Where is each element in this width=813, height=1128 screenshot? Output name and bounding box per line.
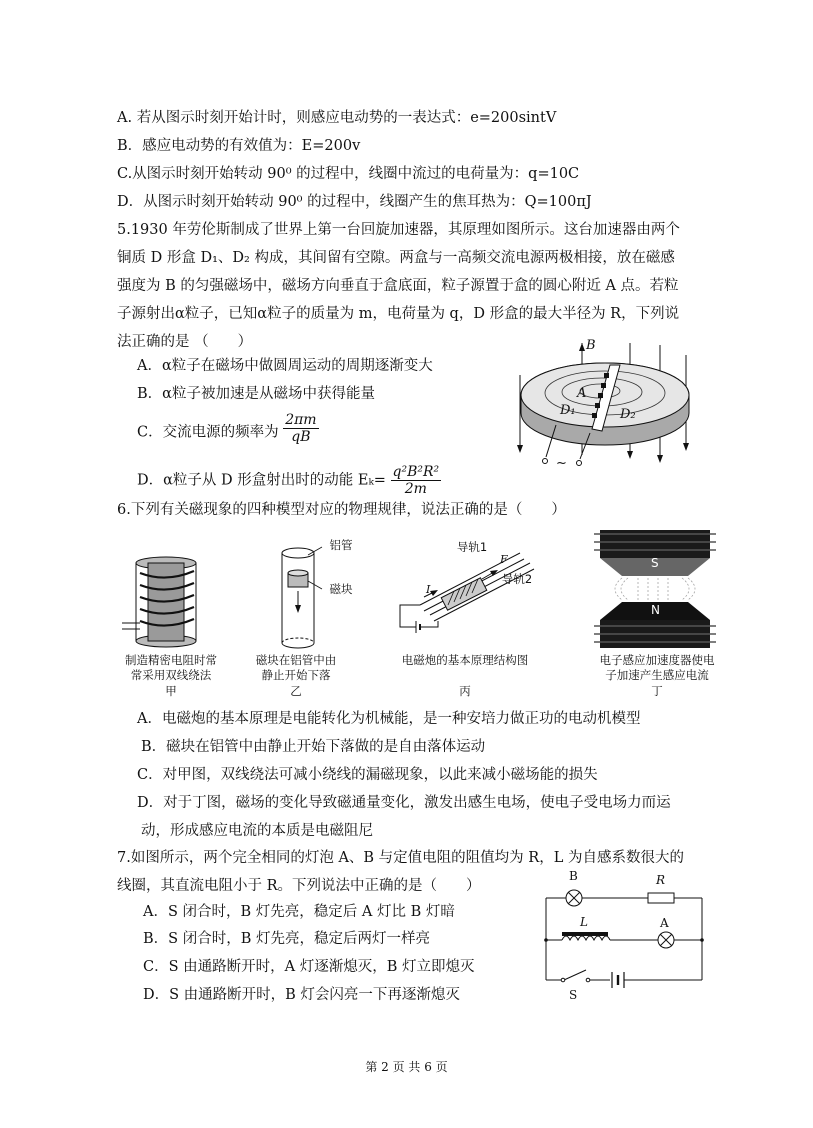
cyclotron-label-B: B	[586, 338, 596, 353]
q6-option-a: A．电磁炮的基本原理是电能转化为机械能，是一种安培力做正功的电动机模型	[137, 711, 641, 727]
circuit-label-B: B	[569, 869, 578, 883]
q5-stem-line2: 铜质 D 形盒 D₁、D₂ 构成，其间留有空隙。两盒与一高频交流电源两极相接，放在磁感	[117, 250, 675, 266]
circuit-label-L: L	[580, 915, 588, 929]
q5-option-c-text: C．交流电源的频率为	[137, 424, 279, 441]
cyclotron-ac-symbol: ~	[556, 456, 567, 471]
fig-yi-block-label: 磁块	[329, 582, 353, 596]
fig-bing-caption: 电磁炮的基本原理结构图	[401, 653, 529, 667]
q6-stem: 6.下列有关磁现象的四种模型对应的物理规律，说法正确的是（ ）	[117, 502, 566, 518]
fig-bing-rail1-label: 导轨1	[456, 540, 488, 554]
q7-stem-line2: 线圈，其直流电阻小于 R。下列说法中正确的是（ ）	[117, 878, 481, 894]
fig-jia-label: 甲	[165, 684, 177, 698]
q5-option-a: A．α粒子在磁场中做圆周运动的周期逐渐变大	[137, 358, 433, 374]
q5-stem-line3: 强度为 B 的匀强磁场中，磁场方向垂直于盒底面，粒子源置于盒的圆心附近 A 点。若粒	[117, 278, 679, 294]
fig-yi-caption-line2: 静止开始下落	[261, 668, 331, 682]
betatron-figure	[588, 528, 718, 650]
q7-option-b: B．S 闭合时，B 灯先亮，稳定后两灯一样亮	[143, 931, 430, 947]
circuit-label-S: S	[569, 988, 578, 1002]
q5-option-d-denominator: 2m	[404, 481, 427, 497]
q5-option-d	[137, 464, 441, 497]
q6-option-d-line1: D．对于丁图，磁场的变化导致磁通量变化，激发出感生电场，使电子受电场力而运	[137, 795, 671, 811]
fig-yi-tube-label: 铝管	[329, 538, 353, 552]
fig-yi-label: 乙	[290, 684, 302, 698]
fig-ding-north-pole: N	[651, 603, 660, 617]
fig-ding-south-pole: S	[651, 556, 659, 570]
q4-option-d: D．从图示时刻开始转动 90⁰ 的过程中，线圈产生的焦耳热为：Q=100πJ	[117, 194, 592, 210]
circuit-label-A: A	[660, 916, 669, 930]
cyclotron-figure	[510, 335, 700, 475]
fig-bing-current-label: I	[426, 583, 431, 596]
fig-bing-label: 丙	[459, 684, 471, 698]
fig-yi-caption-line1: 磁块在铝管中由	[255, 653, 337, 667]
cyclotron-label-A: A	[577, 386, 587, 401]
fig-bing-rail2-label: 导轨2	[501, 572, 533, 586]
q7-option-c: C．S 由通路断开时，A 灯逐渐熄灭，B 灯立即熄灭	[143, 959, 475, 975]
q6-option-d-line2: 动，形成感应电流的本质是电磁阻尼	[141, 823, 373, 839]
q4-option-b: B．感应电动势的有效值为：E=200v	[117, 138, 361, 154]
q4-option-c: C.从图示时刻开始转动 90⁰ 的过程中，线圈中流过的电荷量为：q=10C	[117, 166, 580, 182]
aluminum-tube-figure	[268, 545, 328, 650]
inductor-circuit-figure	[540, 880, 710, 990]
q5-option-c	[137, 412, 319, 445]
q5-option-d-fraction	[391, 464, 442, 497]
cyclotron-label-D2: D₂	[620, 407, 636, 422]
fig-ding-label: 丁	[651, 684, 663, 698]
q7-option-d: D．S 由通路断开时，B 灯会闪亮一下再逐渐熄灭	[143, 987, 460, 1003]
fig-ding-caption-line1: 电子感应加速度器使电	[599, 653, 715, 667]
q5-option-b: B．α粒子被加速是从磁场中获得能量	[137, 386, 375, 402]
q6-option-c: C．对甲图，双线绕法可减小绕线的漏磁现象，以此来减小磁场能的损失	[137, 767, 598, 783]
q5-option-c-numerator: 2πm	[285, 412, 317, 428]
q5-option-c-denominator: qB	[291, 429, 311, 445]
railgun-figure	[390, 545, 540, 650]
q6-option-b: B．磁块在铝管中由静止开始下落做的是自由落体运动	[141, 739, 486, 755]
q4-option-a: A. 若从图示时刻开始计时，则感应电动势的一表达式：e=200sintV	[117, 110, 557, 126]
q5-stem-line4: 子源射出α粒子，已知α粒子的质量为 m，电荷量为 q，D 形盒的最大半径为 R，下列说	[117, 306, 680, 322]
bifilar-coil-figure	[118, 555, 208, 647]
q5-stem-line5: 法正确的是 （ ）	[117, 334, 253, 350]
q5-option-d-numerator: q²B²R²	[392, 464, 440, 480]
fig-jia-caption-line1: 制造精密电阻时常	[125, 653, 217, 667]
cyclotron-label-D1: D₁	[560, 403, 576, 418]
q7-stem-line1: 7.如图所示，两个完全相同的灯泡 A、B 与定值电阻的阻值均为 R，L 为自感系数很大的	[117, 850, 684, 866]
fig-ding-caption-line2: 子加速产生感应电流	[605, 668, 709, 682]
fig-bing-force-label: F	[500, 553, 508, 566]
q5-option-c-fraction	[283, 412, 318, 445]
q7-option-a: A．S 闭合时，B 灯先亮，稳定后 A 灯比 B 灯暗	[143, 904, 455, 920]
q5-stem-line1: 5.1930 年劳伦斯制成了世界上第一台回旋加速器，其原理如图所示。这台加速器由两个	[117, 222, 680, 238]
page-footer: 第 2 页 共 6 页	[365, 1060, 448, 1074]
circuit-label-R: R	[656, 873, 666, 887]
q5-option-d-text: D．α粒子从 D 形盒射出时的动能 Eₖ=	[137, 472, 386, 489]
fig-jia-caption-line2: 常采用双线绕法	[130, 668, 212, 682]
